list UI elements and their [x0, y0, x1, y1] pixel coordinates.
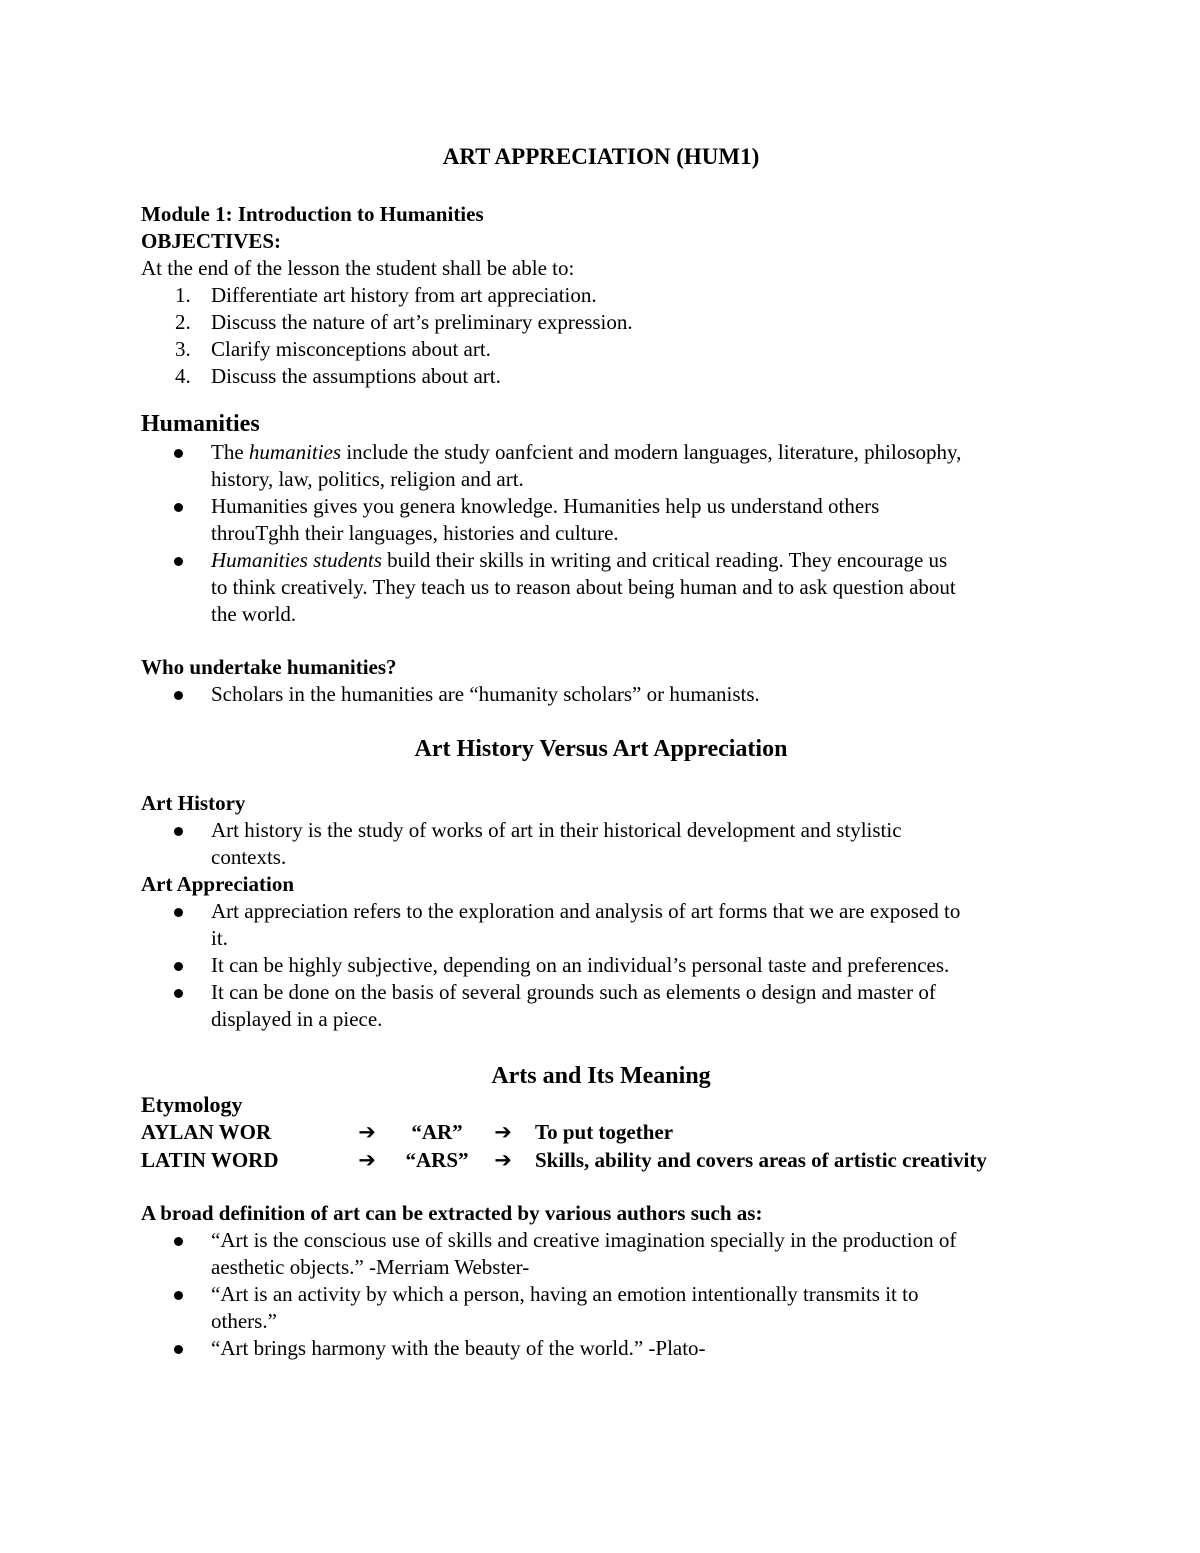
bullet-icon [174, 503, 183, 512]
art-appreciation-bullet-2 [141, 952, 1061, 979]
module-heading: Module 1: Introduction to Humanities [141, 202, 484, 226]
arrow-right-icon: ➔ [358, 1148, 376, 1172]
objectives-label: OBJECTIVES: [141, 229, 282, 253]
text-segment: include the study oanfcient and modern languages, literature, philosophy, [341, 440, 962, 464]
emphasis-text: Humanities students [211, 548, 382, 572]
bullet-icon [174, 908, 183, 917]
text-line: “Art is an activity by which a person, having an emotion intentionally transmits it to [211, 1282, 919, 1306]
bullet-icon [174, 989, 183, 998]
objective-text: Clarify misconceptions about art. [211, 337, 491, 361]
text-line: “Art brings harmony with the beauty of the world.” -Plato- [211, 1336, 706, 1360]
art-history-list [141, 817, 1061, 871]
text-line: “Art is the conscious use of skills and creative imagination specially in the production of [211, 1228, 957, 1252]
etymology-word: LATIN WORD [141, 1148, 279, 1172]
objective-item [141, 336, 1061, 363]
humanities-bullet-3 [141, 547, 1061, 628]
text-line: history, law, politics, religion and art. [211, 467, 524, 491]
art-appreciation-list [141, 898, 1061, 1033]
text-line: the world. [211, 602, 297, 626]
text-segment: build their skills in writing and critical reading. They encourage us [381, 548, 948, 572]
objective-item [141, 282, 1061, 309]
text-line: It can be highly subjective, depending on an individual’s personal taste and preferences. [211, 953, 950, 977]
etymology-meaning: Skills, ability and covers areas of artistic creativity [535, 1148, 987, 1172]
humanities-bullet-1 [141, 439, 1061, 493]
objective-number: 2. [175, 310, 191, 334]
definition-list [141, 1227, 1061, 1362]
bullet-icon [174, 962, 183, 971]
arrow-right-icon: ➔ [494, 1148, 512, 1172]
objectives-intro: At the end of the lesson the student shall be able to: [141, 256, 575, 280]
bullet-icon [174, 1237, 183, 1246]
art-history-label: Art History [141, 791, 246, 815]
humanities-list [141, 439, 1061, 628]
objective-item [141, 309, 1061, 336]
text-line: contexts. [211, 845, 287, 869]
definition-bullet-1 [141, 1227, 1061, 1281]
document-page [141, 142, 1061, 1362]
bullet-icon [174, 1345, 183, 1354]
bullet-icon [174, 1291, 183, 1300]
etymology-row [141, 1118, 1061, 1146]
who-heading: Who undertake humanities? [141, 655, 397, 679]
objective-text: Discuss the nature of art’s preliminary expression. [211, 310, 633, 334]
objective-number: 4. [175, 364, 191, 388]
objective-number: 1. [175, 283, 191, 307]
text-line: throuTghh their languages, histories and culture. [211, 521, 619, 545]
art-history-bullet-1 [141, 817, 1061, 871]
bullet-icon [174, 827, 183, 836]
text-line: aesthetic objects.” -Merriam Webster- [211, 1255, 530, 1279]
objective-number: 3. [175, 337, 191, 361]
text-line: Humanities gives you genera knowledge. Humanities help us understand others [211, 494, 880, 518]
text-line: others.” [211, 1309, 277, 1333]
text-segment: The [211, 440, 249, 464]
section-heading-art-history-vs-appreciation: Art History Versus Art Appreciation [414, 736, 788, 762]
etymology-word: AYLAN WOR [141, 1120, 272, 1144]
text-line: Scholars in the humanities are “humanity scholars” or humanists. [211, 682, 760, 706]
bullet-icon [174, 449, 183, 458]
definition-bullet-2 [141, 1281, 1061, 1335]
etymology-root: “ARS” [405, 1148, 469, 1172]
document-title: ART APPRECIATION (HUM1) [442, 144, 760, 169]
art-appreciation-bullet-3 [141, 979, 1061, 1033]
bullet-icon [174, 691, 183, 700]
who-list [141, 681, 1061, 708]
etymology-label: Etymology [141, 1092, 243, 1117]
objectives-list [141, 282, 1061, 390]
definition-bullet-3 [141, 1335, 1061, 1362]
who-bullet-1 [141, 681, 1061, 708]
objective-text: Discuss the assumptions about art. [211, 364, 501, 388]
bullet-icon [174, 557, 183, 566]
arrow-right-icon: ➔ [494, 1120, 512, 1144]
section-heading-arts-meaning: Arts and Its Meaning [491, 1063, 711, 1089]
text-line: Art history is the study of works of art in their historical development and stylistic [211, 818, 902, 842]
arrow-right-icon: ➔ [358, 1120, 376, 1144]
text-line: to think creatively. They teach us to reason about being human and to ask question about [211, 575, 956, 599]
objective-text: Differentiate art history from art appreciation. [211, 283, 597, 307]
humanities-bullet-2 [141, 493, 1061, 547]
objective-item [141, 363, 1061, 390]
etymology-root: “AR” [411, 1120, 463, 1144]
art-appreciation-bullet-1 [141, 898, 1061, 952]
text-line: it. [211, 926, 228, 950]
definition-heading: A broad definition of art can be extracted by various authors such as: [141, 1201, 763, 1225]
etymology-meaning: To put together [535, 1120, 674, 1144]
emphasis-text: humanities [248, 440, 342, 464]
humanities-heading: Humanities [141, 411, 260, 437]
text-line: It can be done on the basis of several grounds such as elements o design and master of [211, 980, 936, 1004]
etymology-row [141, 1146, 1061, 1174]
art-appreciation-label: Art Appreciation [141, 872, 295, 896]
text-line: displayed in a piece. [211, 1007, 383, 1031]
text-line: Art appreciation refers to the exploration and analysis of art forms that we are exposed to [211, 899, 961, 923]
